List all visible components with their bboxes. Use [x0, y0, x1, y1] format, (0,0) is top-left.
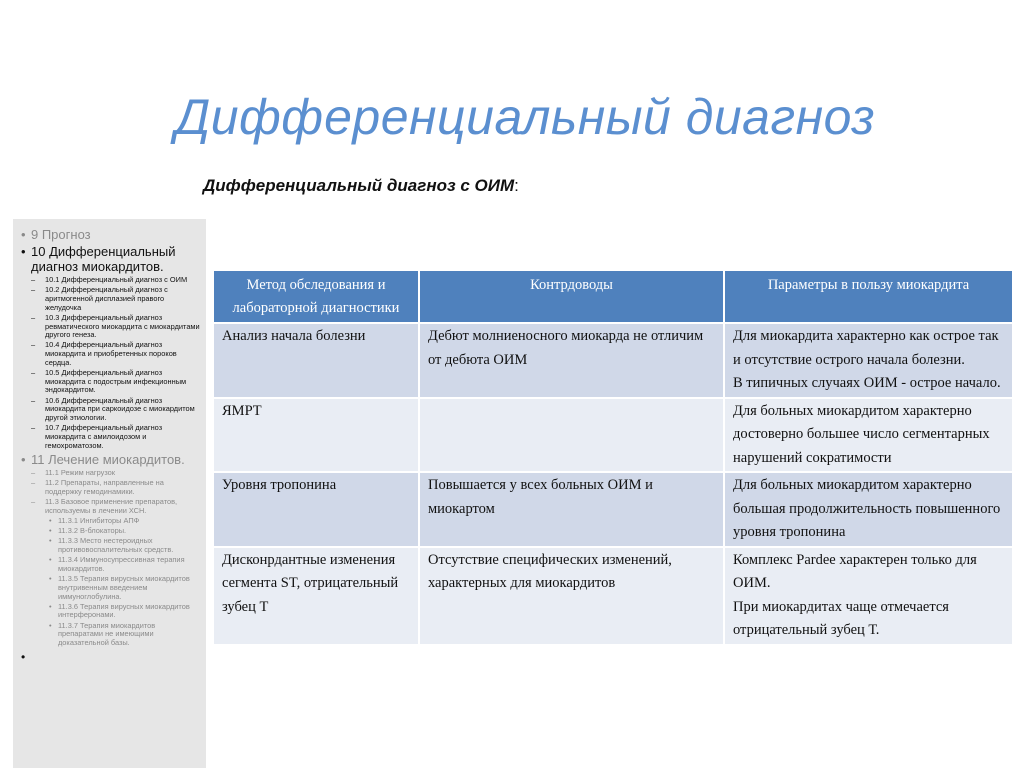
outline-item: [21, 276, 200, 285]
outline-bullet: –: [31, 467, 36, 477]
outline-item: [21, 575, 200, 601]
outline-item-text: 11.3.1 Ингибиторы АПФ: [58, 515, 140, 525]
outline-item-text: 10.2 Дифференциальный диагноз с аритмогенной дисплазией правого желудочка: [45, 285, 168, 312]
outline-item-text: 11.3.3 Место нестероидных противовоспалительных средств.: [58, 536, 174, 554]
outline-item: [21, 537, 200, 554]
outline-bullet: –: [31, 496, 36, 506]
outline-bullet: •: [49, 515, 52, 525]
outline-item-text: 11.3.4 Иммуносупрессивная терапия миокардитов.: [58, 555, 185, 573]
outline-item-text: 10 Дифференциальный диагноз миокардитов.: [31, 244, 176, 274]
outline-item-text: 9 Прогноз: [31, 227, 91, 242]
outline-bullet: –: [31, 312, 36, 322]
outline-bullet: –: [31, 275, 36, 284]
outline-item-text: 11.3.7 Терапия миокардитов препаратами не имеющими доказательной базы.: [58, 620, 156, 648]
outline-item-text: 10.5 Дифференциальный диагноз миокардита с подострым инфекционным эндокардитом.: [45, 368, 187, 395]
outline-item-text: 10.7 Дифференциальный диагноз миокардита с амилоидозом и гемохроматозом.: [45, 423, 163, 450]
outline-item-text: 11.2 Препараты, направленные на поддержку гемодинамики.: [45, 478, 164, 496]
cell-params-line: При миокардитах чаще отмечается отрицательный зубец Т.: [733, 598, 949, 638]
cell-method: Уровня тропонина: [213, 472, 419, 547]
outline-bullet: •: [49, 526, 52, 536]
outline-bullet: •: [49, 536, 52, 546]
outline-sidebar: [13, 219, 206, 768]
outline-item: [21, 527, 200, 536]
outline-item: [21, 341, 200, 367]
outline-bullet: •: [49, 601, 52, 611]
outline-item-text: 10.4 Дифференциальный диагноз миокардита и приобретенных пороков сердца.: [45, 340, 177, 367]
outline-item: [21, 286, 200, 312]
table-body: [213, 323, 1013, 645]
outline-item: [21, 244, 200, 274]
cell-params: [724, 547, 1013, 645]
outline-bullet: –: [31, 340, 36, 350]
outline-bullet: •: [21, 451, 26, 467]
outline-bullet: –: [31, 285, 36, 295]
slide-title: Дифференциальный диагноз: [175, 89, 876, 145]
outline-list: [21, 227, 200, 648]
table-row: [213, 398, 1013, 473]
outline-bullet: –: [31, 395, 36, 405]
cell-params: [724, 323, 1013, 398]
table-row: [213, 323, 1013, 398]
header-counter: Контрдоводы: [419, 270, 724, 323]
cell-params-line: Для больных миокардитом характерно большая продолжительность повышенного уровня тропонина: [733, 477, 1001, 540]
diagnosis-table: [212, 269, 1014, 646]
cell-counter: Отсутствие специфических изменений, характерных для миокардитов: [419, 547, 724, 645]
outline-bullet: –: [31, 423, 36, 433]
outline-item: [21, 556, 200, 573]
outline-item: [21, 603, 200, 620]
outline-item-text: 11.3 Базовое применение препаратов, используемы в лечении ХСН.: [45, 496, 178, 515]
outline-item-text: 11.3.5 Терапия вирусных миокардитов внутривенным введением иммуноглобулина.: [58, 574, 190, 601]
outline-item-text: 11.1 Режим нагрузок: [45, 467, 115, 477]
subtitle: [203, 176, 519, 196]
cell-method: ЯМРТ: [213, 398, 419, 473]
cell-params-line: Комплекс Pardee характерен только для ОИМ.: [733, 551, 977, 591]
subtitle-text: Дифференциальный диагноз с ОИМ: [203, 176, 515, 195]
outline-trailing-bullet: •: [21, 649, 26, 664]
outline-item-text: 11 Лечение миокардитов.: [31, 451, 185, 467]
cell-method: Анализ начала болезни: [213, 323, 419, 398]
cell-counter: [419, 398, 724, 473]
outline-bullet: •: [49, 620, 52, 630]
header-params: Параметры в пользу миокардита: [724, 270, 1013, 323]
outline-item-text: 10.1 Дифференциальный диагноз с ОИМ: [45, 275, 188, 284]
cell-counter: Повышается у всех больных ОИМ и миокартом: [419, 472, 724, 547]
table-row: [213, 472, 1013, 547]
subtitle-colon: :: [514, 176, 519, 195]
outline-item: [21, 369, 200, 395]
cell-params-line: Для миокардита характерно как острое так и отсутствие острого начала болезни.: [733, 328, 999, 368]
cell-params: [724, 472, 1013, 547]
outline-bullet: –: [31, 478, 36, 488]
table-row: [213, 547, 1013, 645]
cell-counter: Дебют молниеносного миокарда не отличим от дебюта ОИМ: [419, 323, 724, 398]
outline-item: [21, 479, 200, 496]
outline-item: [21, 314, 200, 340]
outline-item-text: 11.3.6 Терапия вирусных миокардитов интерферонами.: [58, 601, 190, 620]
cell-method: Дисконрдантные изменения сегмента ST, отрицательный зубец Т: [213, 547, 419, 645]
outline-item-text: 10.3 Дифференциальный диагноз ревматического миокардита с миокардитами другого генеза.: [45, 312, 200, 340]
cell-params: [724, 398, 1013, 473]
outline-item: [21, 397, 200, 423]
outline-item: [21, 424, 200, 450]
outline-item: [21, 227, 200, 242]
outline-bullet: –: [31, 368, 36, 378]
outline-item: [21, 517, 200, 526]
outline-bullet: •: [21, 244, 26, 259]
outline-item-text: 11.3.2 В-блокаторы.: [58, 526, 127, 536]
header-method: Метод обследования и лабораторной диагностики: [213, 270, 419, 323]
outline-item: [21, 452, 200, 467]
cell-params-line: В типичных случаях ОИМ - острое начало.: [733, 375, 1001, 391]
outline-item: [21, 469, 200, 478]
outline-item: [21, 498, 200, 515]
outline-bullet: •: [21, 227, 26, 242]
outline-item: [21, 622, 200, 648]
outline-bullet: •: [49, 574, 52, 584]
cell-params-line: Для больных миокардитом характерно достоверно большее число сегментарных нарушений сократимости: [733, 402, 990, 466]
outline-item-text: 10.6 Дифференциальный диагноз миокардита при саркоидозе с миокардитом другой этиологии.: [45, 395, 195, 423]
outline-bullet: •: [49, 555, 52, 565]
table-header-row: [213, 270, 1013, 323]
